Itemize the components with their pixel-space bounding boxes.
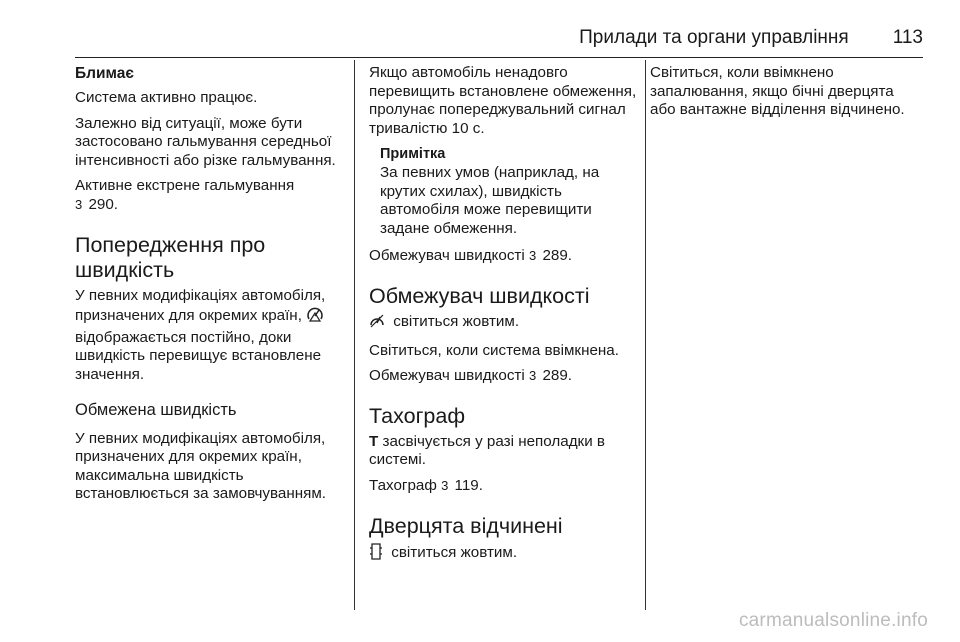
watermark: carmanualsonline.info [738, 610, 928, 631]
paragraph: Система активно працює. [75, 89, 258, 106]
section-title: Прилади та органи управління [579, 27, 849, 48]
paragraph-text: засвічується у разі неполадки в системі. [369, 432, 605, 469]
paragraph [369, 477, 637, 496]
page-header [75, 27, 923, 58]
speed-limiter-icon [369, 313, 385, 335]
ref-arrow: 3 [441, 477, 449, 493]
ref-arrow: 3 [75, 196, 83, 212]
door-open-icon [369, 543, 383, 566]
note-text: За певних умов (наприклад, на крутих схилах), швидкість автомобіля може перевищити задане обмеження. [380, 163, 600, 237]
paragraph-text: Тахограф [369, 476, 437, 494]
heading-limited-speed: Обмежена швидкість [75, 400, 237, 419]
column-1 [75, 64, 350, 511]
paragraph [369, 313, 637, 335]
paragraph: У певних модифікаціях автомобіля, призначених для окремих країн, максимальна швидкість встановлюється за замовчуванням. [75, 429, 327, 503]
paragraph [369, 247, 637, 266]
note-title: Примітка [380, 146, 446, 163]
paragraph: Світиться, коли ввімкнено запалювання, якщо бічні дверцята або вантажне відділення відчинено. [650, 64, 905, 119]
tachograph-icon: T [369, 432, 379, 450]
paragraph-text: світиться жовтим. [393, 312, 520, 330]
paragraph: Якщо автомобіль ненадовго перевищить встановлене обмеження, пролунає попереджувальний сигнал тривалістю 10 с. [369, 64, 637, 137]
paragraph-text: У певних модифікаціях автомобіля, призначених для окремих країн, [75, 286, 326, 325]
page-reference: 290. [88, 195, 119, 213]
paragraph-text: Обмежувач швидкості [369, 367, 525, 385]
page-reference: 289. [542, 367, 573, 385]
page-number: 113 [892, 27, 923, 48]
heading-doors-open: Дверцята відчинені [369, 513, 563, 538]
paragraph-text: відображається постійно, доки швидкість перевищує встановлене значення. [75, 328, 322, 383]
paragraph [369, 367, 637, 386]
heading-speed-warning: Попередження про швидкість [75, 232, 266, 282]
paragraph [369, 543, 637, 566]
column-3 [650, 64, 922, 127]
ref-arrow: 3 [528, 368, 537, 384]
paragraph [369, 433, 637, 470]
column-2 [369, 64, 637, 572]
paragraph-text: світиться жовтим. [391, 543, 518, 561]
speed-warning-icon [306, 305, 324, 329]
page-reference: 119. [454, 476, 483, 494]
paragraph: Залежно від ситуації, може бути застосовано гальмування середньої інтенсивності або різке гальмування. [75, 114, 336, 169]
page-reference: 289. [542, 247, 573, 265]
paragraph [75, 287, 350, 385]
heading-speed-limiter: Обмежувач швидкості [369, 283, 590, 308]
paragraph: Світиться, коли система ввімкнена. [369, 341, 619, 359]
paragraph [75, 177, 350, 214]
heading-blink: Блимає [75, 65, 134, 82]
heading-tachograph: Тахограф [369, 403, 466, 428]
column-divider [645, 60, 646, 610]
paragraph-text: Обмежувач швидкості [369, 247, 525, 265]
column-divider [354, 60, 355, 610]
paragraph-text: Активне екстрене гальмування [75, 177, 295, 195]
ref-arrow: 3 [528, 248, 537, 264]
note-block [380, 145, 637, 238]
